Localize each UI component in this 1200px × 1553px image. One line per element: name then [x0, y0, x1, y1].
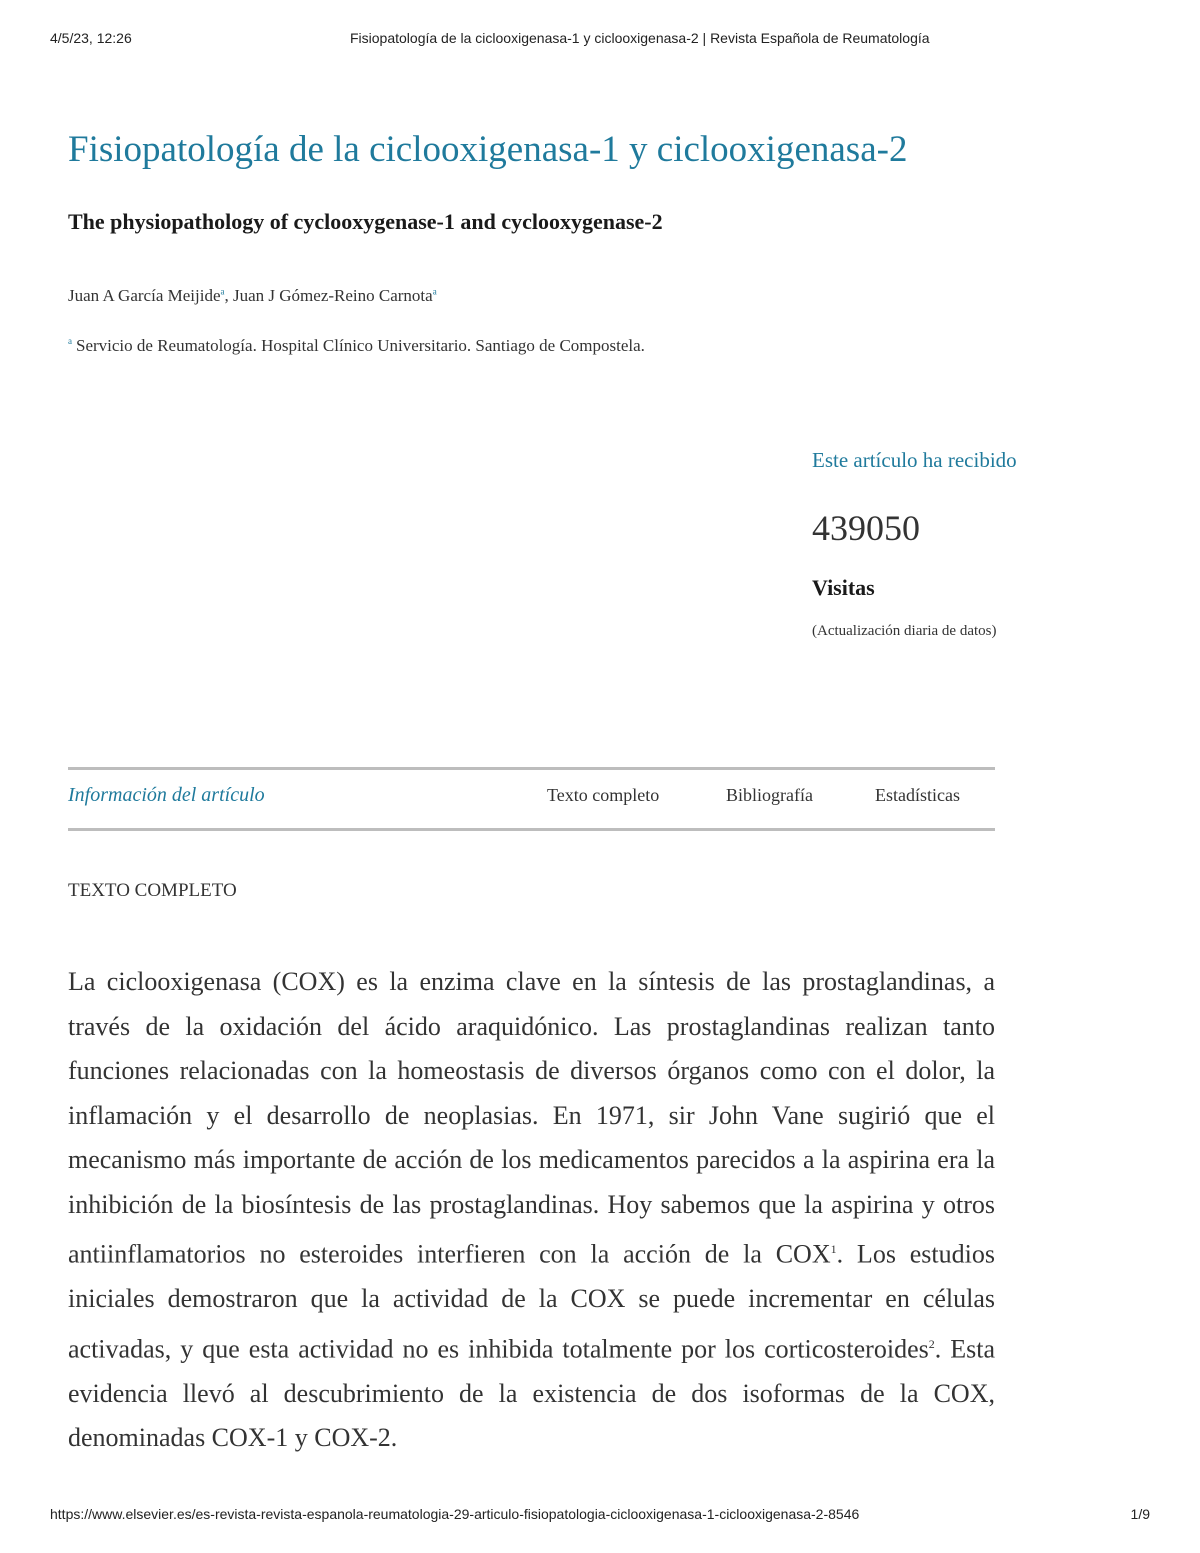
print-date: 4/5/23, 12:26 [50, 30, 132, 46]
reference-link[interactable]: 1 [830, 1242, 837, 1256]
print-document-title: Fisiopatología de la ciclooxigenasa-1 y ciclooxigenasa-2 | Revista Española de Reumatología [350, 30, 930, 46]
reference-link[interactable]: 2 [928, 1336, 935, 1351]
visits-unit: Visitas [812, 575, 875, 600]
print-header [50, 30, 1150, 50]
author-separator: , [224, 286, 233, 305]
tab-statistics[interactable]: Estadísticas [875, 785, 960, 805]
page-number: 1/9 [1130, 1506, 1150, 1522]
article-tabs [68, 767, 995, 831]
article-title: Fisiopatología de la ciclooxigenasa-1 y ciclooxigenasa-2 [68, 129, 908, 170]
author-name-link[interactable]: Juan J Gómez-Reino Carnota [233, 286, 433, 305]
paragraph-text: . Esta evidencia llevó al descubrimiento de la existencia de dos isoformas de la COX, denominadas COX-1 y COX-2. [68, 1334, 995, 1453]
affiliation-marker[interactable]: a [220, 286, 225, 297]
affiliation-text: Servicio de Reumatología. Hospital Clínico Universitario. Santiago de Compostela. [76, 336, 645, 355]
affiliation [68, 336, 645, 356]
paragraph-text: . Los estudios iniciales demostraron que la actividad de la COX se puede incrementar en células activadas, y que esta actividad no es inhibida totalmente por los corticosteroides [68, 1239, 995, 1364]
article-subtitle: The physiopathology of cyclooxygenase-1 and cyclooxygenase-2 [68, 209, 663, 234]
tab-article-info[interactable]: Información del artículo [68, 784, 265, 806]
author-name-link[interactable]: Juan A García Meijide [68, 286, 221, 305]
print-url: https://www.elsevier.es/es-revista-revista-espanola-reumatologia-29-articulo-fisiopatologia-ciclooxigenasa-1-ciclooxigenasa-2-8546 [50, 1506, 860, 1522]
tab-bibliography[interactable]: Bibliografía [726, 785, 813, 805]
affiliation-marker: a [68, 336, 72, 347]
visits-stats-box [812, 448, 1152, 640]
authors-line [68, 286, 437, 306]
section-heading: TEXTO COMPLETO [68, 880, 237, 901]
visits-count: 439050 [812, 508, 920, 548]
paragraph-text: La ciclooxigenasa (COX) es la enzima clave en la síntesis de las prostaglandinas, a través de la oxidación del ácido araquidónico. Las prostaglandinas realizan tanto funciones relacionadas con la homeostasis de diversos órganos como con el dolor, la inflamación y el desarrollo de neoplasias. En 1971, sir John Vane sugirió que el mecanismo más importante de acción de los medicamentos parecidos a la aspirina era la inhibición de la biosíntesis de las prostaglandinas. Hoy sabemos que la aspirina y otros antiinflamatorios no esteroides interfieren con la acción de la COX [68, 967, 995, 1269]
print-footer [50, 1506, 1150, 1526]
article-body-paragraph [68, 960, 995, 1494]
visits-update-note: (Actualización diaria de datos) [812, 623, 997, 639]
tab-full-text[interactable]: Texto completo [547, 785, 660, 805]
affiliation-marker[interactable]: a [432, 286, 437, 297]
visits-label: Este artículo ha recibido [812, 448, 1017, 472]
